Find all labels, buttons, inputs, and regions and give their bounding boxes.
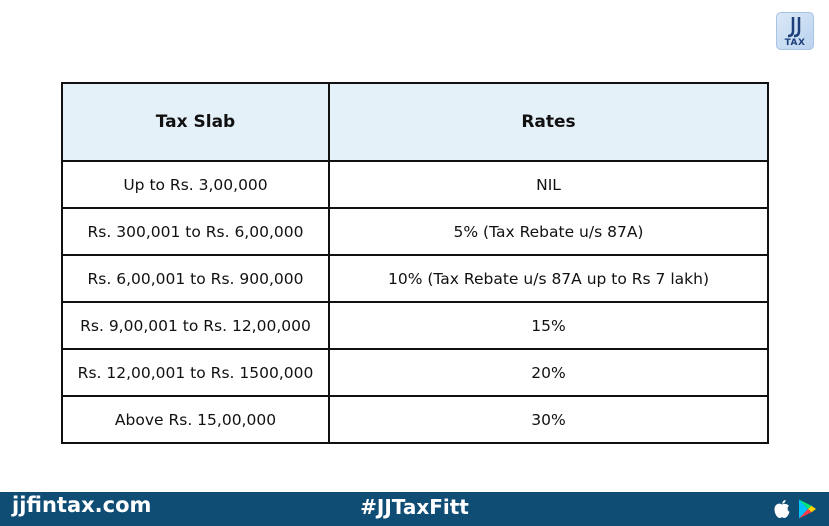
rate-cell: 30% <box>329 396 768 443</box>
rate-cell: NIL <box>329 161 768 208</box>
store-icons <box>771 498 817 520</box>
footer-bar <box>0 492 829 526</box>
tax-slab-table <box>61 82 769 444</box>
rate-cell: 20% <box>329 349 768 396</box>
table-row <box>62 349 768 396</box>
google-play-icon[interactable] <box>797 498 817 520</box>
rate-cell: 5% (Tax Rebate u/s 87A) <box>329 208 768 255</box>
slab-cell: Rs. 6,00,001 to Rs. 900,000 <box>62 255 329 302</box>
jj-tax-logo <box>776 12 814 50</box>
rate-cell: 10% (Tax Rebate u/s 87A up to Rs 7 lakh) <box>329 255 768 302</box>
table-header-row <box>62 83 768 161</box>
slab-cell: Above Rs. 15,00,000 <box>62 396 329 443</box>
header-rates: Rates <box>329 83 768 161</box>
logo-text: TAX <box>784 38 806 48</box>
hashtag: #JJTaxFitt <box>360 495 469 519</box>
table-row <box>62 255 768 302</box>
apple-icon[interactable] <box>771 498 793 520</box>
table-row <box>62 161 768 208</box>
slab-cell: Up to Rs. 3,00,000 <box>62 161 329 208</box>
rate-cell: 15% <box>329 302 768 349</box>
slab-cell: Rs. 9,00,001 to Rs. 12,00,000 <box>62 302 329 349</box>
table-row <box>62 302 768 349</box>
slab-cell: Rs. 12,00,001 to Rs. 1500,000 <box>62 349 329 396</box>
table-row <box>62 396 768 443</box>
header-tax-slab: Tax Slab <box>62 83 329 161</box>
table-row <box>62 208 768 255</box>
site-link[interactable]: jjfintax.com <box>12 493 152 517</box>
slab-cell: Rs. 300,001 to Rs. 6,00,000 <box>62 208 329 255</box>
